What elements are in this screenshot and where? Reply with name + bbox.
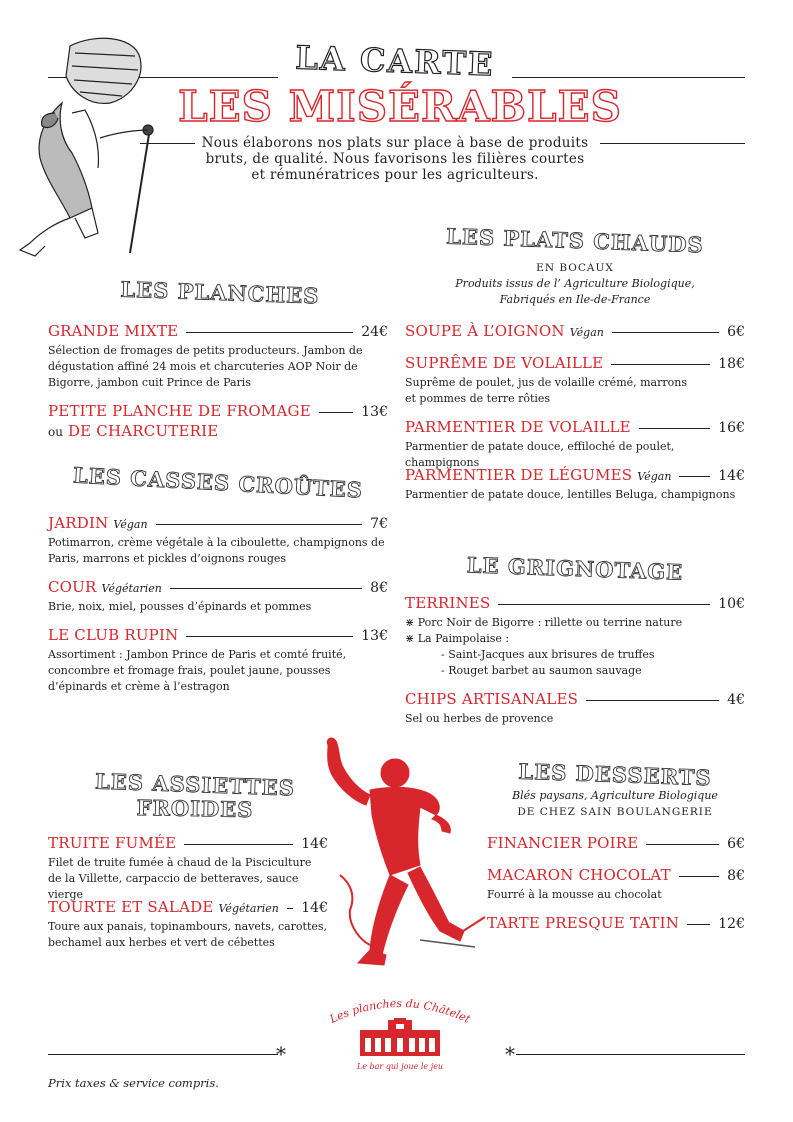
- item-price: 24€: [361, 324, 388, 340]
- dotted-line: [586, 700, 719, 701]
- menu-item-financier: [487, 834, 745, 852]
- item-price: 16€: [718, 420, 745, 436]
- footer-rule-left: [48, 1054, 278, 1055]
- dotted-line: [646, 844, 719, 845]
- item-name: TOURTE ET SALADE: [48, 898, 214, 916]
- menu-item-cour: [48, 578, 388, 615]
- item-price: 6€: [727, 836, 745, 852]
- dotted-line: [679, 876, 719, 877]
- menu-item-tarte-tatin: [487, 914, 745, 932]
- menu-item-grande-mixte: [48, 322, 388, 391]
- dotted-line: [639, 428, 710, 429]
- menu-item-chips: [405, 690, 745, 727]
- item-tag: Végétarien: [101, 582, 162, 595]
- menu-item-tourte-salade: [48, 898, 328, 951]
- item-name: COUR: [48, 578, 97, 596]
- dotted-line: [687, 924, 710, 925]
- footer-note: Prix taxes & service compris.: [48, 1076, 219, 1090]
- item-name: PARMENTIER DE LÉGUMES: [405, 466, 633, 484]
- item-name: PETITE PLANCHE DE FROMAGE: [48, 402, 311, 420]
- logo-tagline: Le bar qui joue le jeu: [356, 1062, 444, 1071]
- section-title-planches: LES PLANCHES: [120, 276, 320, 309]
- section-title-assiettes-line2: FROIDES: [136, 794, 254, 823]
- menu-item-parmentier-legumes: [405, 466, 745, 503]
- header-rule-right-bottom: [600, 143, 745, 144]
- item-name: CHIPS ARTISANALES: [405, 690, 579, 708]
- item-name: FINANCIER POIRE: [487, 834, 639, 852]
- footer-star-right-icon: *: [505, 1042, 515, 1066]
- plats-sub-caps: EN BOCAUX: [536, 262, 614, 274]
- menu-item-jardin: [48, 514, 388, 567]
- dotted-line: [186, 332, 353, 333]
- dotted-line: [186, 636, 353, 637]
- item-price: 7€: [370, 516, 388, 532]
- item-name-alt: DE CHARCUTERIE: [67, 422, 219, 440]
- dotted-line: [612, 332, 719, 333]
- item-price: 13€: [361, 628, 388, 644]
- desserts-subtitle: [490, 788, 740, 820]
- item-name: JARDIN: [48, 514, 109, 532]
- dotted-line: [498, 604, 710, 605]
- terrines-line-porc: ⋇ Porc Noir de Bigorre : rillette ou terrine nature: [405, 616, 683, 629]
- dotted-line: [184, 844, 293, 845]
- item-description: Brie, noix, miel, pousses d’épinards et pommes: [48, 600, 312, 613]
- footer-rule-right: [516, 1054, 745, 1055]
- item-description: Sélection de fromages de petits producteurs. Jambon de dégustation affiné 24 mois et charcuteries AOP Noir de Bigorre, jambon cuit Prince de Paris: [48, 344, 363, 389]
- item-price: 4€: [727, 692, 745, 708]
- item-name: SOUPE À L’OIGNON: [405, 322, 565, 340]
- menu-item-petite-planche: [48, 402, 388, 440]
- menu-item-parmentier-volaille: [405, 418, 745, 471]
- item-description: Sel ou herbes de provence: [405, 712, 554, 725]
- menu-item-truite-fumee: [48, 834, 328, 903]
- section-title-plats-chauds: LES PLATS CHAUDS: [445, 223, 705, 258]
- menu-item-terrines: [405, 594, 745, 679]
- item-price: 8€: [727, 868, 745, 884]
- item-tag: Végan: [637, 470, 672, 483]
- plats-subtitle: [420, 260, 730, 308]
- logo-arc-text: Les planches du Châtelet: [327, 996, 473, 1026]
- item-tag: Végan: [113, 518, 148, 531]
- item-name: TERRINES: [405, 594, 491, 612]
- item-price: 14€: [301, 836, 328, 852]
- item-name: SUPRÊME DE VOLAILLE: [405, 354, 604, 372]
- section-title-grignotage: LE GRIGNOTAGE: [466, 552, 684, 585]
- intro-text: Nous élaborons nos plats sur place à base de produits bruts, de qualité. Nous favorisons les filières courtes et rémunératrices pour les agriculteurs.: [201, 135, 589, 183]
- dotted-line: [170, 588, 362, 589]
- item-name: PARMENTIER DE VOLAILLE: [405, 418, 631, 436]
- item-name: LE CLUB RUPIN: [48, 626, 179, 644]
- menu-item-supreme-volaille: [405, 354, 745, 407]
- item-description: Fourré à la mousse au chocolat: [487, 888, 662, 901]
- plats-sub-line3: Fabriqués en Ile-de-France: [499, 293, 651, 306]
- item-name: TRUITE FUMÉE: [48, 834, 177, 852]
- dotted-line: [156, 524, 363, 525]
- item-description: Potimarron, crème végétale à la ciboulette, champignons de Paris, marrons et pickles d’oignons rouges: [48, 536, 385, 565]
- item-description: Toure aux panais, topinambours, navets, carottes, bechamel aux herbes et vert de cébettes: [48, 920, 328, 949]
- plats-sub-line2: Produits issus de l’ Agriculture Biologique,: [455, 277, 695, 290]
- item-price: 10€: [718, 596, 745, 612]
- title-la-carte: LA CARTE: [294, 38, 496, 84]
- traveler-illustration-icon: [0, 18, 175, 263]
- dotted-line: [287, 908, 293, 909]
- item-tag: Végétarien: [218, 902, 279, 915]
- dancer-illustration-icon: [300, 735, 490, 975]
- item-description: Parmentier de patate douce, lentilles Beluga, champignons: [405, 488, 736, 501]
- item-name: MACARON CHOCOLAT: [487, 866, 671, 884]
- dotted-line: [611, 364, 710, 365]
- item-price: 18€: [718, 356, 745, 372]
- menu-item-soupe-oignon: [405, 322, 745, 340]
- title-les-miserables: LES MISÉRABLES: [178, 82, 622, 131]
- item-price: 14€: [718, 468, 745, 484]
- item-name: GRANDE MIXTE: [48, 322, 179, 340]
- item-price: 8€: [370, 580, 388, 596]
- dotted-line: [679, 476, 710, 477]
- item-price: 13€: [361, 404, 388, 420]
- terrines-line-paimpolaise: ⋇ La Paimpolaise :: [405, 632, 510, 645]
- item-name: TARTE PRESQUE TATIN: [487, 914, 680, 932]
- dotted-line: [319, 412, 353, 413]
- item-description: Parmentier de patate douce, effiloché de poulet, champignons: [405, 440, 675, 469]
- menu-item-macaron: [487, 866, 745, 903]
- item-tag: Végan: [569, 326, 604, 339]
- item-description: Suprême de poulet, jus de volaille crémé, marrons: [405, 376, 687, 389]
- item-or-label: ou: [48, 425, 63, 439]
- item-price: 14€: [301, 900, 328, 916]
- terrines-line-rouget: - Rouget barbet au saumon sauvage: [441, 664, 642, 677]
- item-description: Assortiment : Jambon Prince de Paris et comté fruité, concombre et fromage frais, poulet jaune, pousses d’épinards et crème à l’estragon: [48, 648, 347, 693]
- section-title-desserts: LES DESSERTS: [518, 758, 712, 791]
- section-title-assiettes-line1: LES ASSIETTES: [94, 768, 296, 801]
- item-description: Filet de truite fumée à chaud de la Pisciculture de la Villette, carpaccio de betteraves, sauce vierge: [48, 856, 312, 901]
- terrines-line-saint-jacques: - Saint-Jacques aux brisures de truffes: [441, 648, 655, 661]
- desserts-sub-caps: DE CHEZ SAIN BOULANGERIE: [517, 806, 713, 818]
- chatelet-building-icon: [358, 1018, 442, 1056]
- footer-star-left-icon: *: [276, 1042, 286, 1066]
- item-price: 6€: [727, 324, 745, 340]
- logo: [320, 996, 480, 1076]
- item-description-2: et pommes de terre rôties: [405, 392, 551, 405]
- header-rule-right-top: [512, 77, 745, 78]
- item-price: 12€: [718, 916, 745, 932]
- desserts-sub-line1: Blés paysans, Agriculture Biologique: [512, 789, 718, 802]
- section-title-casses-croutes: LES CASSES CROÛTES: [72, 462, 364, 503]
- menu-item-club-rupin: [48, 626, 388, 695]
